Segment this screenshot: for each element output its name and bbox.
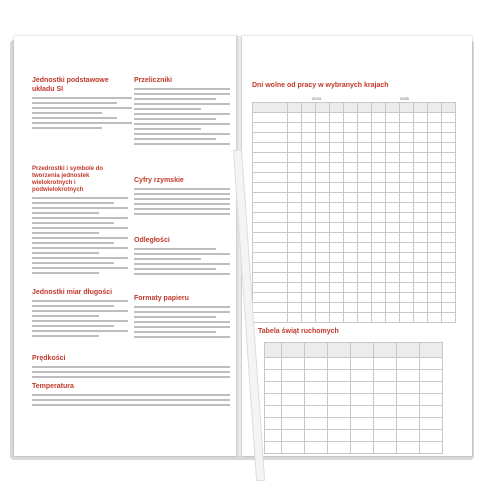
prefixes-heading: Przedrostki i symbole do tworzenia jednostek wielokrotnych i podwielokrotnych [32,166,104,193]
right-page [242,36,472,456]
paper-formats-section [134,294,230,341]
speeds-heading: Prędkości [32,355,66,362]
year-2025: 2025 [400,96,409,101]
roman-numerals-section [134,176,230,218]
prefixes-section [32,166,128,277]
paper-formats-heading: Formaty papieru [134,295,189,302]
temperature-heading: Temperatura [32,383,74,390]
speeds-section [32,354,230,381]
conversions-section [134,76,230,148]
holidays-table [252,102,456,323]
si-units-section [32,76,132,132]
left-page [14,36,238,456]
holidays-heading: Dni wolne od pracy w wybranych krajach [252,82,389,89]
temperature-section [32,382,230,409]
movable-feasts-heading: Tabela świąt ruchomych [258,328,339,335]
distances-heading: Odległości [134,237,170,244]
roman-numerals-heading: Cyfry rzymskie [134,177,184,184]
distances-section [134,236,230,278]
conversions-heading: Przeliczniki [134,77,173,84]
length-units-section [32,288,128,340]
year-2024: 2024 [312,96,321,101]
movable-feasts-table [264,342,443,454]
length-units-heading: Jednostki miar długości [32,289,113,296]
si-units-heading: Jednostki podstawowe układu SI [32,77,109,93]
